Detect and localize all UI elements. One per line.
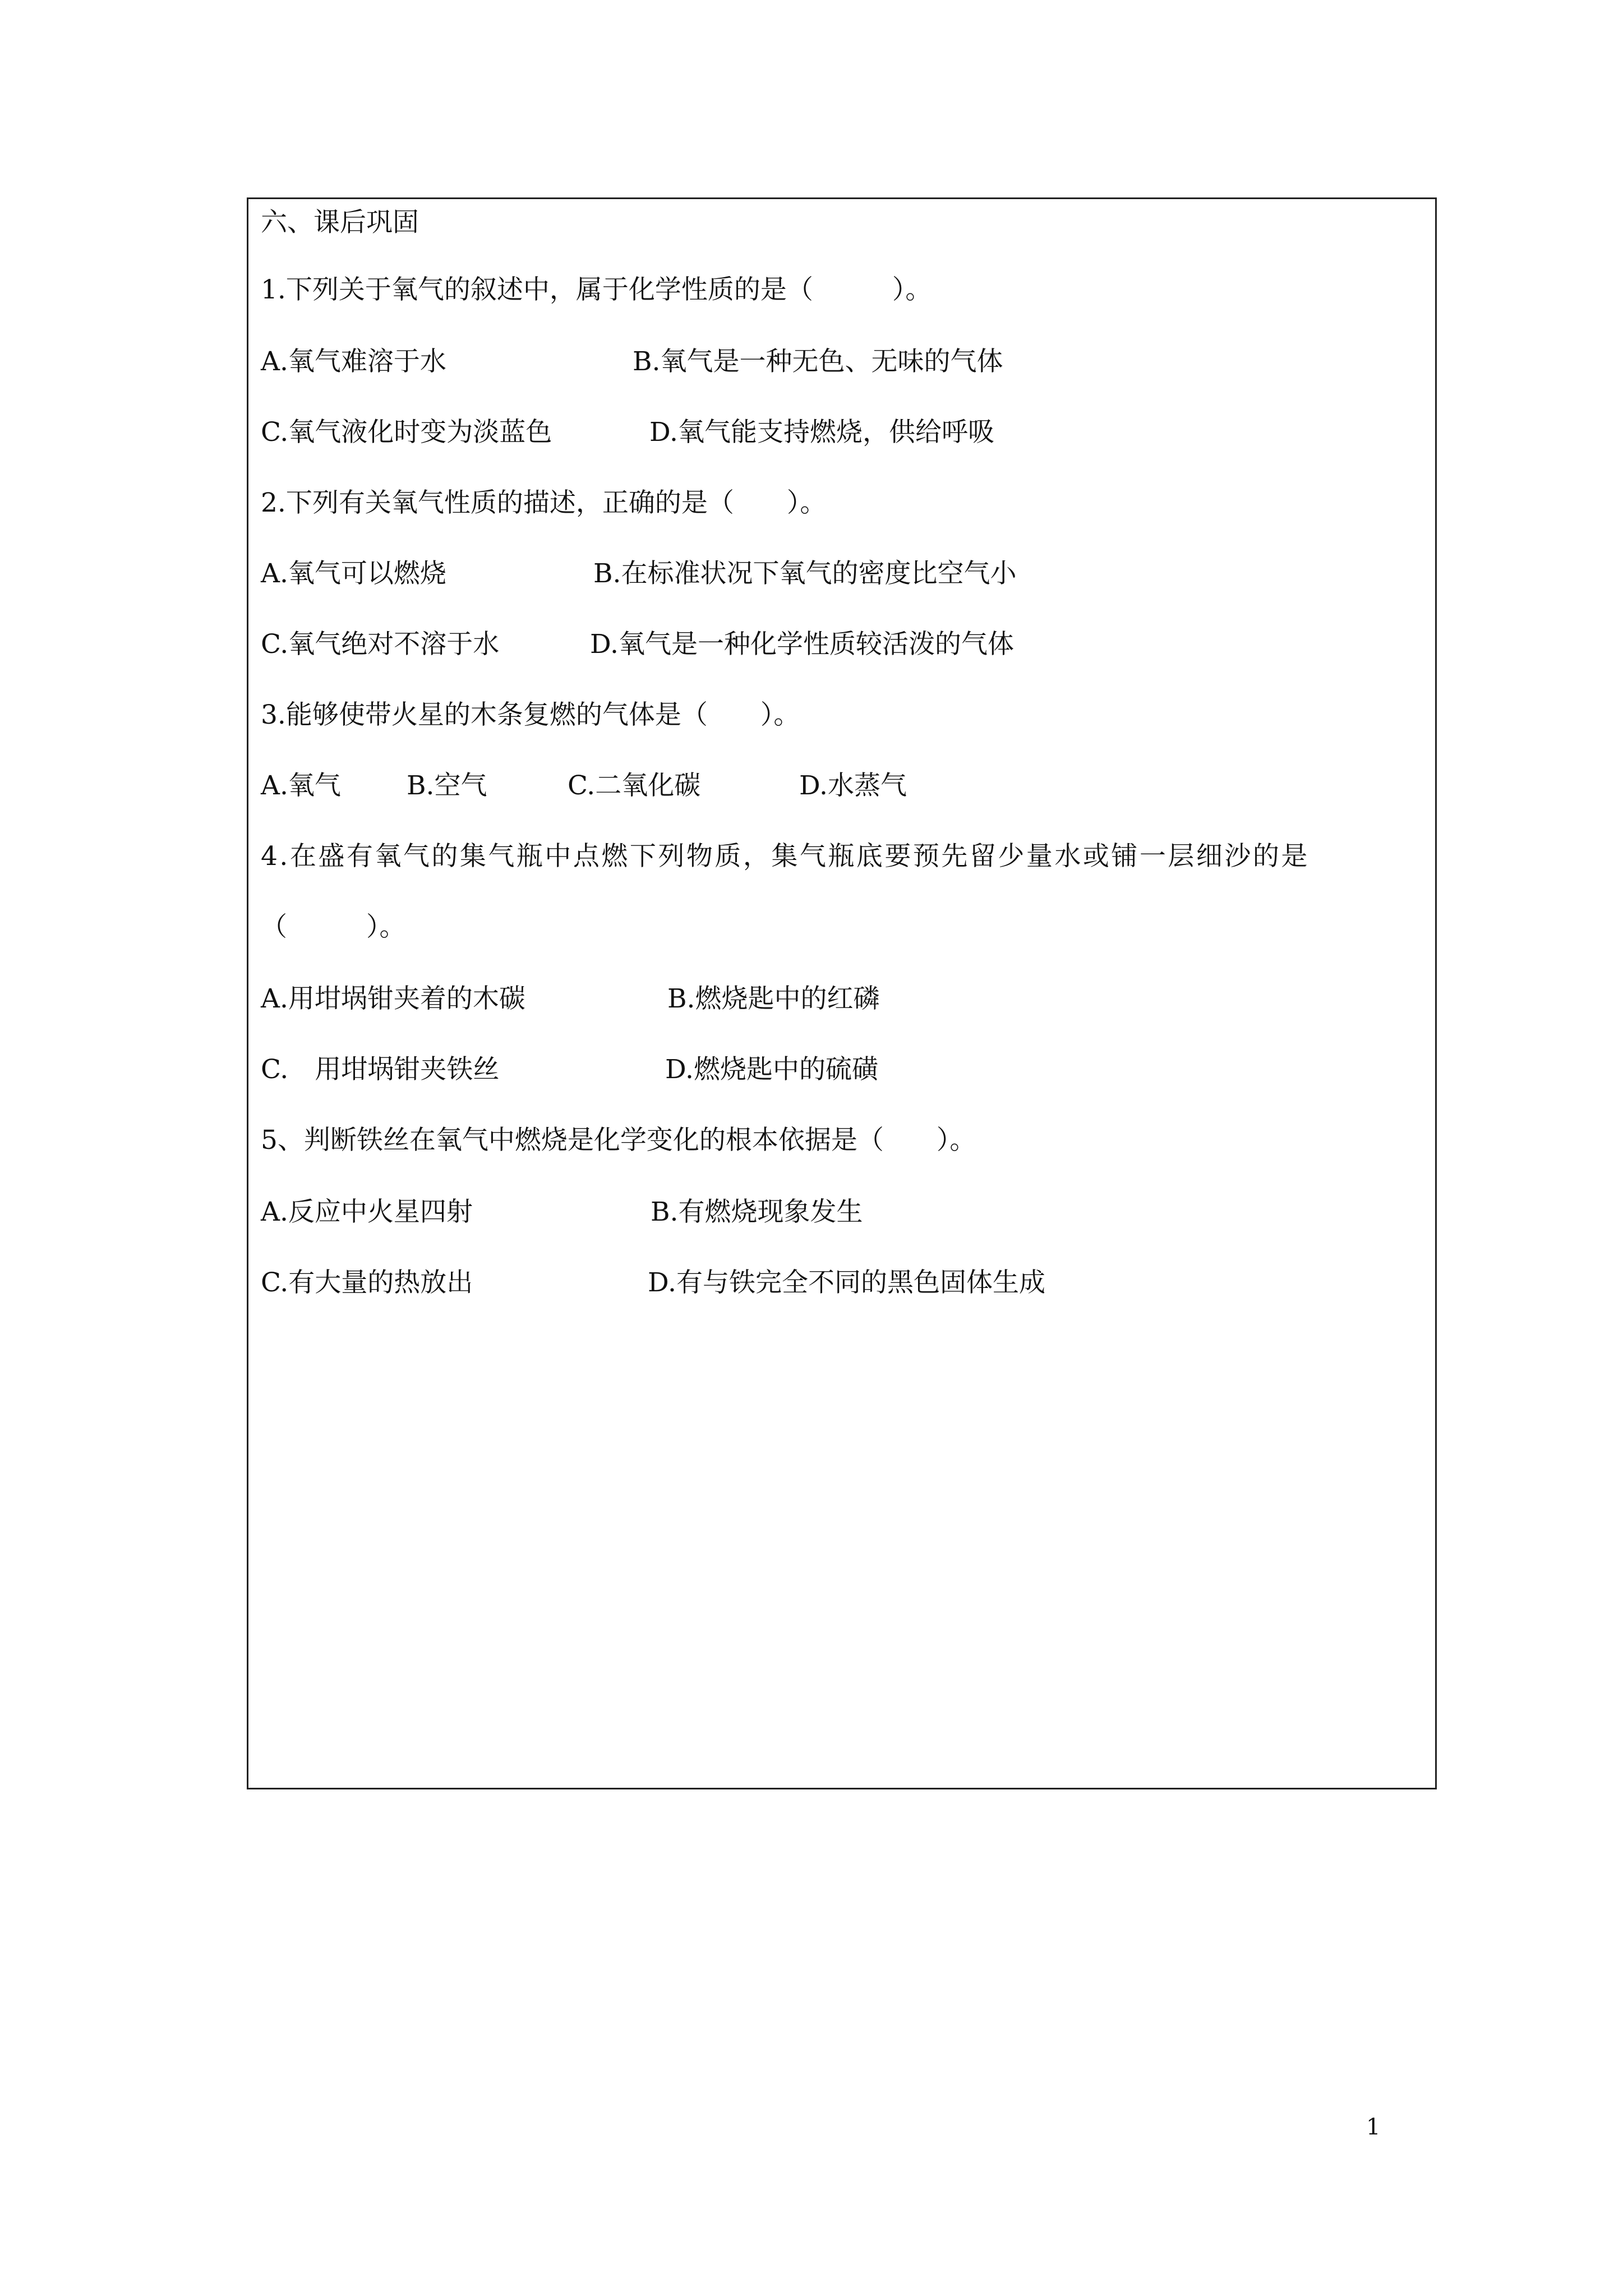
question-1-option-c: C.氧气液化时变为淡蓝色	[261, 417, 552, 448]
question-3-stem: 3.能够使带火星的木条复燃的气体是（ ）。	[261, 700, 800, 730]
question-5-option-a: A.反应中火星四射	[261, 1197, 473, 1227]
question-3-option-c: C.二氧化碳	[568, 770, 701, 801]
question-1-option-d: D.氧气能支持燃烧，供给呼吸	[649, 417, 994, 448]
question-2-option-c: C.氧气绝对不溶于水	[261, 629, 500, 660]
question-2-option-a: A.氧气可以燃烧	[261, 558, 446, 589]
question-4-option-d: D.燃烧匙中的硫磺	[665, 1054, 878, 1085]
question-3-option-b: B.空气	[407, 770, 487, 801]
question-4-option-a: A.用坩埚钳夹着的木碳	[261, 983, 525, 1014]
page-number: 1	[1366, 2114, 1381, 2140]
question-5-option-b: B.有燃烧现象发生	[651, 1197, 863, 1227]
question-5-option-c: C.有大量的热放出	[261, 1267, 473, 1298]
question-3-option-a: A.氧气	[261, 770, 341, 801]
question-1-option-a: A.氧气难溶于水	[261, 346, 446, 377]
question-4-stem-continued: （ ）。	[261, 912, 406, 942]
question-2-stem: 2.下列有关氧气性质的描述，正确的是（ ）。	[261, 487, 827, 518]
section-heading: 六、课后巩固	[261, 207, 419, 238]
question-3-option-d: D.水蒸气	[799, 770, 907, 801]
question-4-option-b: B.燃烧匙中的红磷	[667, 983, 880, 1014]
question-5-option-d: D.有与铁完全不同的黑色固体生成	[648, 1267, 1045, 1298]
question-2-option-d: D.氧气是一种化学性质较活泼的气体	[590, 629, 1014, 660]
question-4-stem: 4.在盛有氧气的集气瓶中点燃下列物质，集气瓶底要预先留少量水或铺一层细沙的是	[261, 841, 1310, 872]
question-1-option-b: B.氧气是一种无色、无味的气体	[633, 346, 1003, 377]
question-4-option-c: C. 用坩埚钳夹铁丝	[261, 1054, 500, 1085]
question-1-stem: 1.下列关于氧气的叙述中，属于化学性质的是（ ）。	[261, 274, 932, 305]
question-5-stem: 5、判断铁丝在氧气中燃烧是化学变化的根本依据是（ ）。	[261, 1125, 976, 1156]
question-2-option-b: B.在标准状况下氧气的密度比空气小	[593, 558, 1017, 589]
